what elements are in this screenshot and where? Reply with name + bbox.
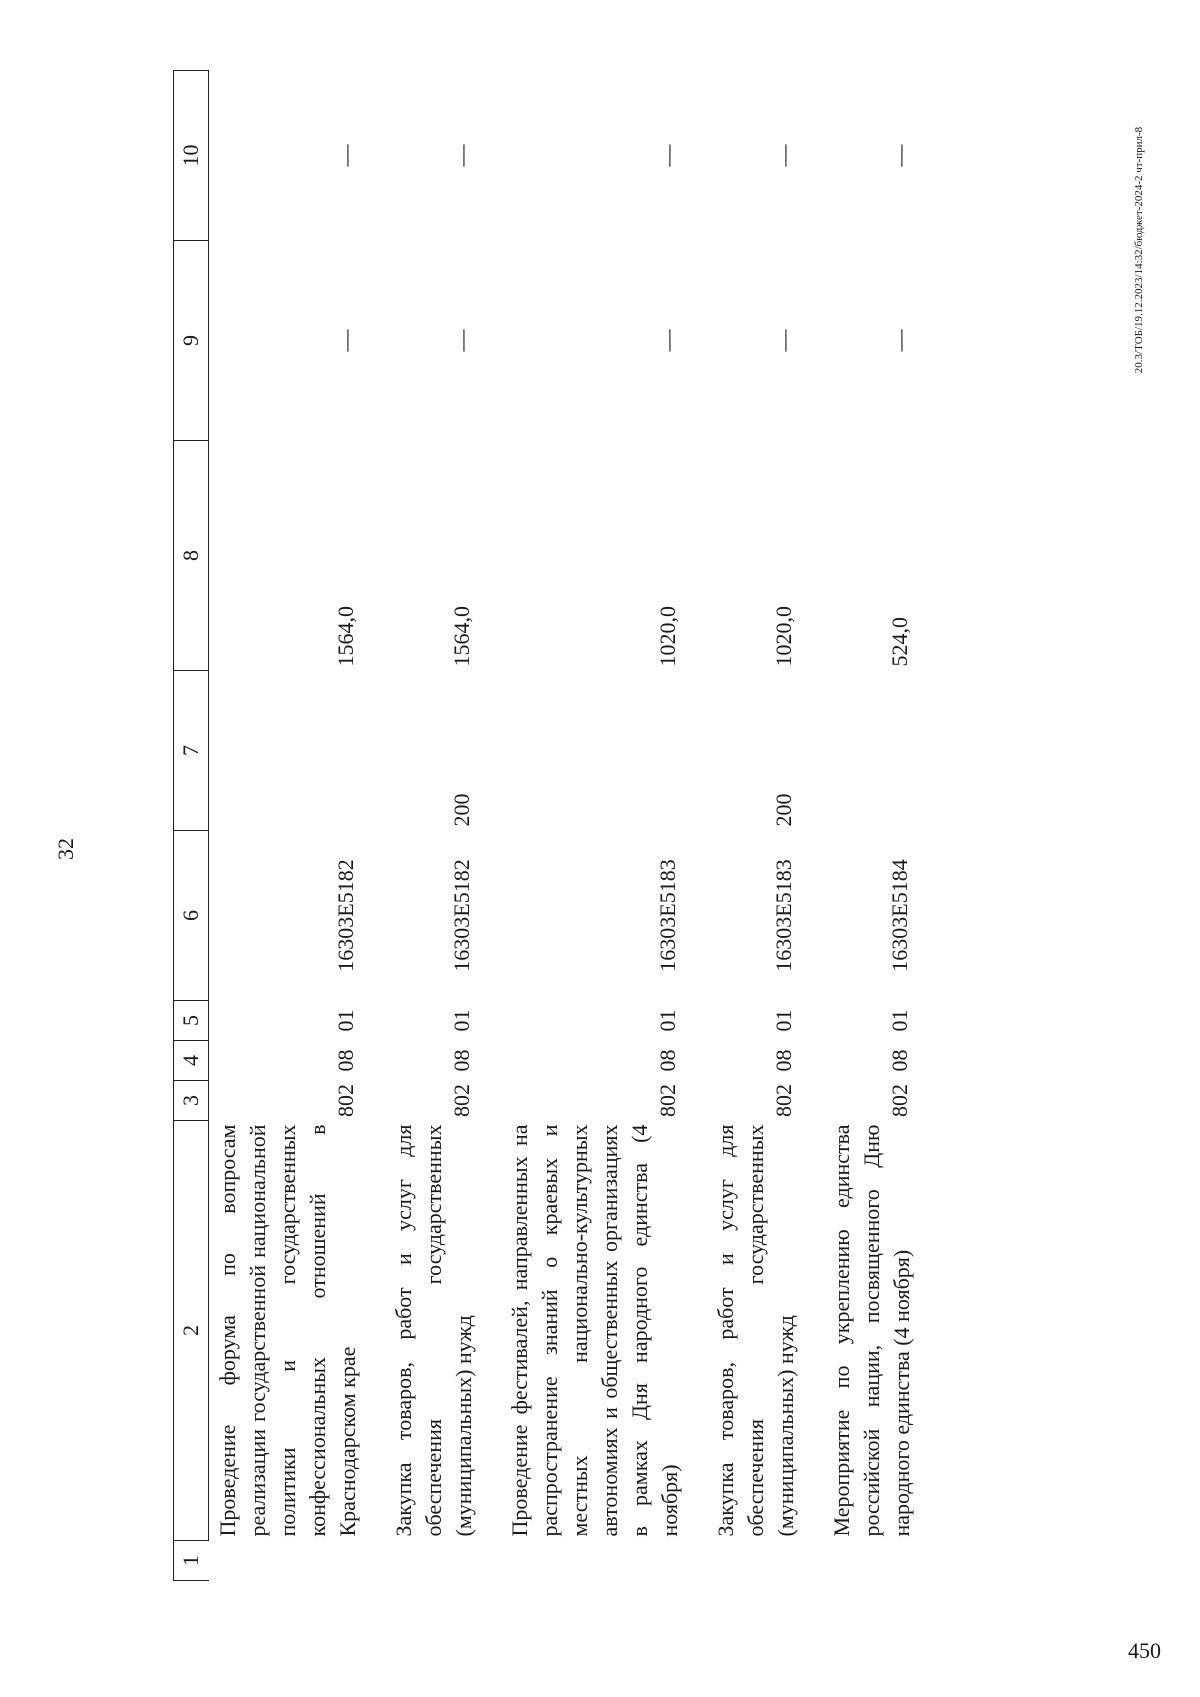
cell-c10: — (333, 144, 358, 167)
cell-c7: 200 (449, 793, 474, 827)
cell-c8: 1020,0 (655, 606, 680, 667)
cell-c9: — (449, 329, 474, 352)
cell-c3: 802 (887, 1084, 912, 1117)
cell-description: Закупка товаров, работ и услуг для обеспечения государственных (муниципальных) нужд (391, 1124, 476, 1537)
document-code: 20.3/ТОБ/19.12.2023/14:32/бюджет-2024-2 чт-прил-8 (1133, 126, 1145, 374)
cell-c9: — (655, 329, 680, 352)
table-row (385, 71, 501, 1581)
cell-c3: 802 (655, 1084, 680, 1117)
column-header-4: 4 (174, 1041, 209, 1081)
cell-c4: 08 (887, 1049, 912, 1072)
cell-c5: 01 (333, 1009, 358, 1032)
cell-c4: 08 (771, 1049, 796, 1072)
cell-c1 (823, 1541, 939, 1581)
cell-c9: — (887, 329, 912, 352)
column-header-2: 2 (174, 1121, 209, 1541)
cell-c6: 16303Е5183 (655, 859, 680, 972)
cell-c5: 01 (771, 1009, 796, 1032)
cell-c1 (501, 1541, 707, 1581)
cell-description: Проведение форума по вопросам реализации государственной национальной политики и государственных конфессиональных отношений в Краснодарском крае (215, 1124, 360, 1537)
page-number: 32 (53, 838, 78, 860)
table-row (501, 71, 707, 1581)
header-row (174, 71, 209, 1581)
cell-c10: — (449, 144, 474, 167)
cell-c6: 16303Е5182 (449, 859, 474, 972)
cell-c8: 1564,0 (333, 606, 358, 667)
cell-c10: — (655, 144, 680, 167)
rotated-table-container (173, 71, 1003, 1581)
cell-c4: 08 (655, 1049, 680, 1072)
cell-description: Закупка товаров, работ и услуг для обеспечения государственных (муниципальных) нужд (713, 1124, 798, 1537)
column-header-5: 5 (174, 1001, 209, 1041)
cell-c6: 16303Е5182 (333, 859, 358, 972)
column-header-10: 10 (174, 71, 209, 241)
cell-c4: 08 (333, 1049, 358, 1072)
column-header-7: 7 (174, 671, 209, 831)
cell-c5: 01 (449, 1009, 474, 1032)
table-row (823, 71, 939, 1581)
cell-c5: 01 (655, 1009, 680, 1032)
column-header-1: 1 (174, 1541, 209, 1581)
cell-c7 (209, 671, 386, 831)
column-header-3: 3 (174, 1081, 209, 1121)
cell-c4: 08 (449, 1049, 474, 1072)
column-header-8: 8 (174, 441, 209, 671)
cell-c7: 200 (771, 793, 796, 827)
cell-c8: 1564,0 (449, 606, 474, 667)
cell-c10: — (771, 144, 796, 167)
column-header-9: 9 (174, 241, 209, 441)
cell-description: Мероприятие по укреплению единства российской нации, посвященного Дню народного единства (4 ноября) (829, 1124, 914, 1537)
table-row (209, 71, 386, 1581)
cell-c3: 802 (449, 1084, 474, 1117)
cell-c1 (385, 1541, 501, 1581)
budget-table (173, 70, 939, 1581)
cell-description: Проведение фестивалей, направленных на распространение знаний о краевых и местных национально-культурных автономиях и общественных организациях в рамках Дня народного единства (4 ноября) (507, 1124, 682, 1537)
cell-c9: — (333, 329, 358, 352)
cell-c7 (823, 671, 939, 831)
cell-c10: — (887, 144, 912, 167)
column-header-6: 6 (174, 831, 209, 1001)
cell-c5: 01 (887, 1009, 912, 1032)
cell-c7 (501, 671, 707, 831)
cell-c3: 802 (333, 1084, 358, 1117)
cell-c6: 16303Е5184 (887, 859, 912, 972)
table-row (707, 71, 823, 1581)
cell-c1 (209, 1541, 386, 1581)
sheet-number: 450 (1128, 1638, 1161, 1663)
cell-c9: — (771, 329, 796, 352)
cell-c3: 802 (771, 1084, 796, 1117)
cell-c1 (707, 1541, 823, 1581)
cell-c6: 16303Е5183 (771, 859, 796, 972)
cell-c8: 524,0 (887, 617, 912, 667)
cell-c8: 1020,0 (771, 606, 796, 667)
